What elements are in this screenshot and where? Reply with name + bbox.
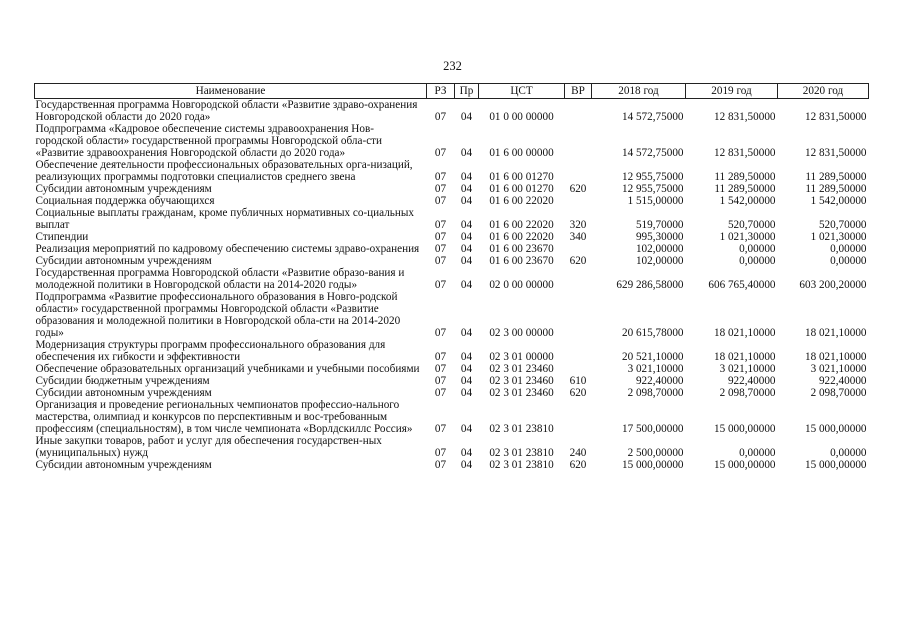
cell-pr: 04	[460, 279, 473, 291]
cell-rz: 07	[434, 327, 447, 339]
cell-2019: 606 765,40000	[708, 279, 776, 291]
cell-cst: 02 3 01 00000	[489, 351, 554, 363]
table-row	[35, 459, 869, 471]
cell-2018: 12 955,75000	[621, 183, 684, 195]
cell-cst: 02 3 01 23460	[489, 363, 554, 375]
cell-2018: 629 286,58000	[616, 279, 684, 291]
cell-2020: 0,00000	[830, 255, 867, 267]
cell-pr: 04	[460, 171, 473, 183]
cell-name: Субсидии бюджетным учреждениям	[35, 375, 210, 387]
cell-vr	[565, 363, 592, 375]
cell-2019: 3 021,10000	[719, 363, 776, 375]
cell-name: Подпрограмма «Развитие профессионального образования в Новго-родской области» государственной программы Новгородской области «Развитие образования и молодежной политики в Новгородской обла-сти на 2014-2020 годы»	[35, 291, 401, 339]
cell-rz: 07	[434, 171, 447, 183]
cell-2020: 520,70000	[818, 219, 867, 231]
cell-rz: 07	[434, 219, 447, 231]
cell-2019: 1 021,30000	[719, 231, 776, 243]
cell-rz: 07	[434, 147, 447, 159]
header-cst: ЦСТ	[479, 84, 565, 99]
cell-2019: 922,40000	[727, 375, 776, 387]
cell-name: Реализация мероприятий по кадровому обеспечению системы здраво-охранения	[35, 243, 420, 255]
cell-cst: 01 6 00 23670	[489, 255, 554, 267]
cell-vr	[565, 159, 592, 183]
cell-pr: 04	[460, 111, 473, 123]
cell-vr	[565, 123, 592, 159]
cell-2019: 11 289,50000	[714, 183, 776, 195]
cell-cst: 01 6 00 01270	[489, 171, 554, 183]
cell-cst: 02 3 01 23810	[489, 459, 554, 471]
table-row	[35, 267, 869, 291]
cell-2019: 520,70000	[727, 219, 776, 231]
table-body	[35, 99, 869, 472]
page-number: 232	[443, 59, 462, 73]
cell-2020: 922,40000	[818, 375, 867, 387]
cell-cst: 01 6 00 01270	[489, 183, 554, 195]
cell-rz: 07	[434, 363, 447, 375]
cell-2018: 14 572,75000	[621, 147, 684, 159]
cell-pr: 04	[460, 231, 473, 243]
table-header-row	[35, 84, 869, 99]
cell-name: Подпрограмма «Кадровое обеспечение системы здравоохранения Нов-городской области» государственной программы Новгородской обла-сти «Развитие здравоохранения Новгородской области до 2020 года»	[35, 123, 383, 159]
cell-pr: 04	[460, 375, 473, 387]
cell-pr: 04	[460, 183, 473, 195]
cell-name: Организация и проведение региональных чемпионатов профессио-нального мастерства, олимпиад и конкурсов по перспективным и вос-требованным профессиям (специальностям), в том числе чемпионата «Ворлдскиллс Россия»	[35, 399, 413, 435]
cell-vr	[565, 99, 592, 124]
table-row	[35, 375, 869, 387]
cell-rz: 07	[434, 459, 447, 471]
table-row	[35, 159, 869, 183]
cell-pr: 04	[460, 351, 473, 363]
cell-rz: 07	[434, 375, 447, 387]
cell-2019: 12 831,50000	[713, 111, 776, 123]
cell-name: Субсидии автономным учреждениям	[35, 255, 212, 267]
table-row	[35, 195, 869, 207]
cell-rz: 07	[434, 195, 447, 207]
cell-cst: 02 0 00 00000	[489, 279, 554, 291]
cell-cst: 01 6 00 23670	[489, 243, 554, 255]
cell-pr: 04	[460, 423, 473, 435]
cell-rz: 07	[434, 387, 447, 399]
cell-pr: 04	[460, 243, 473, 255]
cell-2018: 14 572,75000	[621, 111, 684, 123]
header-pr: Пр	[455, 84, 479, 99]
cell-2018: 995,30000	[635, 231, 684, 243]
cell-pr: 04	[460, 219, 473, 231]
cell-2019: 18 021,10000	[713, 351, 776, 363]
cell-name: Социальные выплаты гражданам, кроме публичных нормативных со-циальных выплат	[35, 207, 414, 231]
cell-vr: 620	[569, 387, 587, 399]
cell-pr: 04	[460, 447, 473, 459]
cell-pr: 04	[460, 195, 473, 207]
cell-cst: 02 3 01 23460	[489, 375, 554, 387]
cell-2020: 15 000,00000	[804, 459, 867, 471]
cell-2018: 15 000,00000	[621, 459, 684, 471]
cell-name: Субсидии автономным учреждениям	[35, 459, 212, 471]
table-row	[35, 435, 869, 459]
cell-name: Государственная программа Новгородской области «Развитие образо-вания и молодежной политики в Новгородской области на 2014-2020 годы»	[35, 267, 405, 291]
cell-vr: 320	[569, 219, 587, 231]
cell-2019: 0,00000	[739, 447, 776, 459]
cell-vr: 620	[569, 255, 587, 267]
cell-rz: 07	[434, 279, 447, 291]
cell-vr: 240	[569, 447, 587, 459]
cell-name: Субсидии автономным учреждениям	[35, 387, 212, 399]
cell-2018: 922,40000	[635, 375, 684, 387]
cell-vr: 610	[569, 375, 587, 387]
cell-pr: 04	[460, 327, 473, 339]
cell-2020: 12 831,50000	[804, 147, 867, 159]
table-row	[35, 399, 869, 435]
cell-cst: 02 3 01 23810	[489, 423, 554, 435]
cell-2018: 1 515,00000	[627, 195, 684, 207]
cell-cst: 01 0 00 00000	[489, 111, 554, 123]
cell-cst: 01 6 00 00000	[489, 147, 554, 159]
cell-2019: 15 000,00000	[713, 423, 776, 435]
cell-2020: 1 542,00000	[810, 195, 867, 207]
cell-2018: 519,70000	[635, 219, 684, 231]
cell-2020: 18 021,10000	[804, 351, 867, 363]
cell-2018: 17 500,00000	[621, 423, 684, 435]
cell-cst: 02 3 01 23460	[489, 387, 554, 399]
cell-2018: 12 955,75000	[621, 171, 684, 183]
table-row	[35, 231, 869, 243]
cell-2019: 18 021,10000	[713, 327, 776, 339]
cell-2019: 2 098,70000	[719, 387, 776, 399]
cell-rz: 07	[434, 231, 447, 243]
cell-pr: 04	[460, 459, 473, 471]
cell-rz: 07	[434, 423, 447, 435]
cell-pr: 04	[460, 387, 473, 399]
cell-2019: 0,00000	[739, 243, 776, 255]
cell-2019: 1 542,00000	[719, 195, 776, 207]
table-row	[35, 243, 869, 255]
cell-vr: 620	[569, 183, 587, 195]
table-row	[35, 363, 869, 375]
cell-rz: 07	[434, 183, 447, 195]
cell-2020: 11 289,50000	[805, 171, 867, 183]
cell-name: Социальная поддержка обучающихся	[35, 195, 215, 207]
cell-name: Иные закупки товаров, работ и услуг для обеспечения государствен-ных (муниципальных) нужд	[35, 435, 382, 459]
header-2018: 2018 год	[592, 84, 686, 99]
cell-pr: 04	[460, 363, 473, 375]
header-2019: 2019 год	[686, 84, 778, 99]
cell-2020: 12 831,50000	[804, 111, 867, 123]
budget-table	[34, 83, 869, 471]
cell-name: Обеспечение деятельности профессиональных образовательных орга-низаций, реализующих программы подготовки специалистов среднего звена	[35, 159, 413, 183]
cell-2020: 18 021,10000	[804, 327, 867, 339]
cell-2020: 15 000,00000	[804, 423, 867, 435]
cell-2018: 20 521,10000	[621, 351, 684, 363]
cell-name: Субсидии автономным учреждениям	[35, 183, 212, 195]
cell-rz: 07	[434, 351, 447, 363]
table-row	[35, 339, 869, 363]
table-row	[35, 183, 869, 195]
cell-vr	[565, 243, 592, 255]
header-name: Наименование	[35, 84, 427, 99]
cell-rz: 07	[434, 243, 447, 255]
cell-cst: 01 6 00 22020	[489, 231, 554, 243]
cell-2018: 102,00000	[635, 255, 684, 267]
cell-2020: 0,00000	[830, 243, 867, 255]
cell-2018: 3 021,10000	[627, 363, 684, 375]
cell-name: Модернизация структуры программ профессионального образования для обеспечения их гибкости и эффективности	[35, 339, 386, 363]
table-row	[35, 207, 869, 231]
cell-cst: 02 3 01 23810	[489, 447, 554, 459]
cell-name: Государственная программа Новгородской области «Развитие здраво-охранения Новгородской области до 2020 года»	[35, 99, 418, 123]
cell-rz: 07	[434, 111, 447, 123]
cell-2020: 603 200,20000	[799, 279, 867, 291]
cell-2018: 2 098,70000	[627, 387, 684, 399]
cell-2019: 11 289,50000	[714, 171, 776, 183]
cell-2018: 2 500,00000	[627, 447, 684, 459]
cell-vr	[565, 339, 592, 363]
cell-2020: 2 098,70000	[810, 387, 867, 399]
cell-pr: 04	[460, 255, 473, 267]
table-row	[35, 255, 869, 267]
cell-cst: 02 3 00 00000	[489, 327, 554, 339]
cell-cst: 01 6 00 22020	[489, 195, 554, 207]
table-row	[35, 99, 869, 124]
table-row	[35, 387, 869, 399]
cell-2018: 20 615,78000	[621, 327, 684, 339]
cell-vr	[565, 291, 592, 339]
cell-2020: 11 289,50000	[805, 183, 867, 195]
cell-2020: 1 021,30000	[810, 231, 867, 243]
header-rz: РЗ	[427, 84, 455, 99]
cell-pr: 04	[460, 147, 473, 159]
table-row	[35, 291, 869, 339]
header-vr: ВР	[565, 84, 592, 99]
cell-vr	[565, 267, 592, 291]
cell-vr	[565, 195, 592, 207]
cell-2020: 3 021,10000	[810, 363, 867, 375]
cell-rz: 07	[434, 255, 447, 267]
cell-rz: 07	[434, 447, 447, 459]
cell-2019: 0,00000	[739, 255, 776, 267]
header-2020: 2020 год	[778, 84, 869, 99]
cell-2020: 0,00000	[830, 447, 867, 459]
cell-2018: 102,00000	[635, 243, 684, 255]
cell-vr: 620	[569, 459, 587, 471]
cell-2019: 15 000,00000	[713, 459, 776, 471]
cell-vr: 340	[569, 231, 587, 243]
cell-cst: 01 6 00 22020	[489, 219, 554, 231]
cell-vr	[565, 399, 592, 435]
cell-name: Обеспечение образовательных организаций учебниками и учебными пособиями	[35, 363, 420, 375]
cell-name: Стипендии	[35, 231, 89, 243]
table-row	[35, 123, 869, 159]
cell-2019: 12 831,50000	[713, 147, 776, 159]
